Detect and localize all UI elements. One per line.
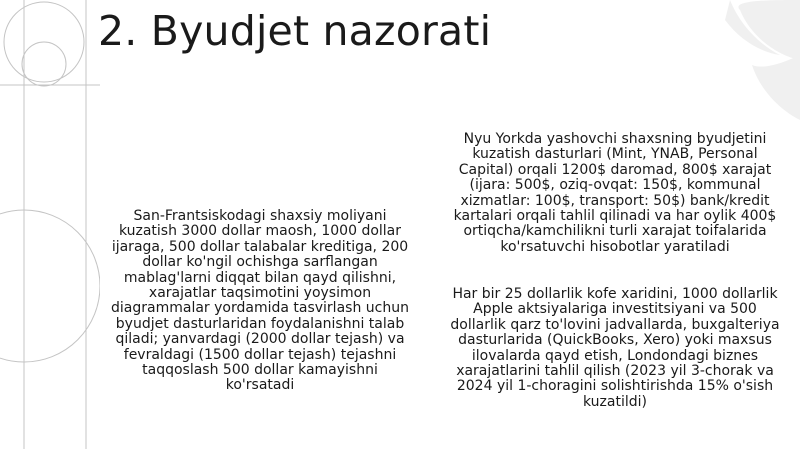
- large-bottom-circle: [0, 210, 100, 362]
- small-top-circle: [22, 42, 66, 86]
- leaf-decoration-graphic: [670, 0, 800, 140]
- paragraph-san-francisco: San-Frantsiskodagi shaxsiy moliyani kuzatish 3000 dollar maosh, 1000 dollar ijaraga, 500 dollar talabalar kreditiga, 200 dollar ko'ngil ochishga sarflangan mablag'larni diqqat bilan qayd qilishni, xarajatlar taqsimotini yoysimon diagrammalar yordamida tasvirlash uchun byudjet dasturlaridan foydalanishni talab qiladi; yanvardagi (2000 dollar tejash) va fevraldagi (1500 dollar tejash) tejashni taqqoslash 500 dollar kamayishni ko'rsatadi: [111, 208, 409, 394]
- paragraph-expense-tracking: Har bir 25 dollarlik kofe xaridini, 1000 dollarlik Apple aktsiyalariga investitsiyani va 500 dollarlik qarz to'lovini jadvallarda, buxgalteriya dasturlarida (QuickBooks, Xero) yoki maxsus ilovalarda qayd etish, Londondagi biznes xarajatlarini tahlil qilish (2023 yil 3-chorak va 2024 yil 1-choragini solishtirishda 15% o'sish kuzatildi): [450, 286, 780, 410]
- slide-title: 2. Byudjet nazorati: [98, 7, 492, 55]
- leaf-shape-2: [752, 55, 800, 120]
- paragraph-new-york: Nyu Yorkda yashovchi shaxsning byudjetini kuzatish dasturlari (Mint, YNAB, Personal Capital) orqali 1200$ daromad, 800$ xarajat (ijara: 500$, oziq-ovqat: 150$, kommunal xizmatlar: 100$, transport: 50$) bank/kredit kartalari orqali tahlil qilinadi va har oylik 400$ ortiqcha/kamchilikni turli xarajat toifalarida ko'rsatuvchi hisobotlar yaratiladi: [453, 131, 777, 255]
- decorative-circles-graphic: [0, 0, 100, 449]
